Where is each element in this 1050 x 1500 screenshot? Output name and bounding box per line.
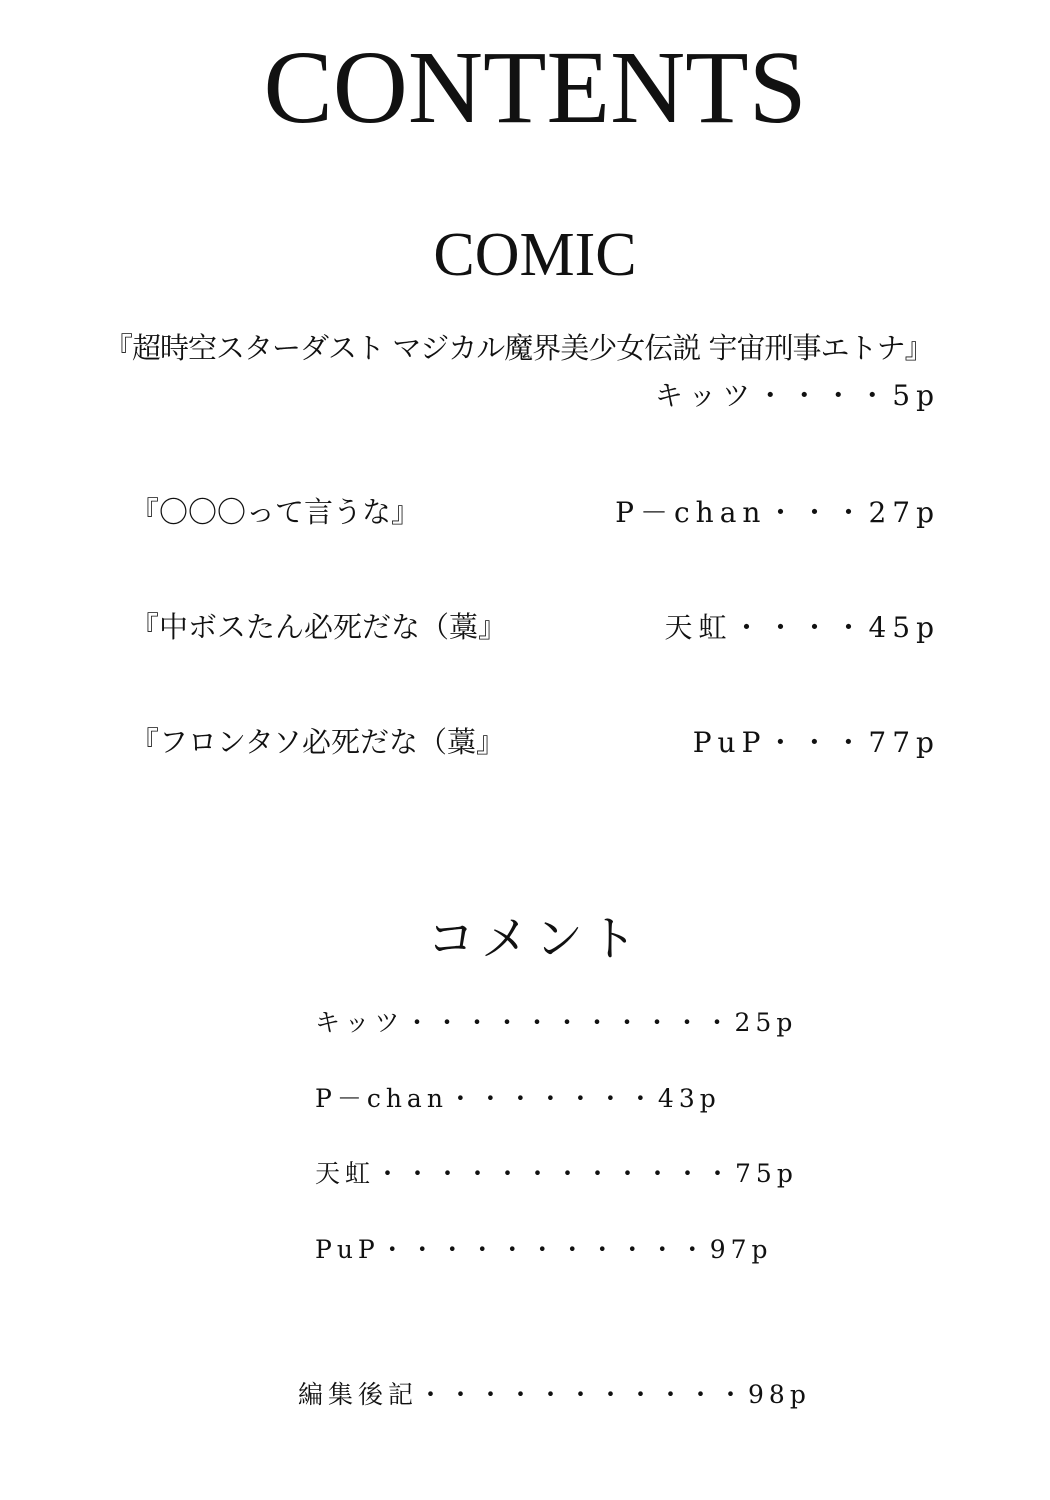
afterword-entry: 編集後記・・・・・・・・・・・98p bbox=[298, 1380, 811, 1409]
comment-entry: P－chan・・・・・・・43p bbox=[315, 1084, 721, 1113]
comic-title: 『超時空スターダスト マジカル魔界美少女伝説 宇宙刑事エトナ』 bbox=[104, 331, 933, 365]
page-title: CONTENTS bbox=[263, 30, 807, 145]
comic-credit: PuP・・・77p bbox=[692, 726, 940, 759]
comic-title: 『中ボスたん必死だな（藁』 bbox=[130, 610, 508, 644]
comic-credit: キッツ・・・・5p bbox=[654, 379, 940, 412]
section-heading-comment: コメント bbox=[426, 911, 643, 967]
comment-entry: PuP・・・・・・・・・・・97p bbox=[315, 1235, 773, 1264]
comment-entry: キッツ・・・・・・・・・・・25p bbox=[315, 1008, 798, 1037]
comic-title: 『〇〇〇って言うな』 bbox=[130, 495, 421, 529]
comic-title: 『フロンタソ必死だな（藁』 bbox=[130, 725, 505, 759]
comic-credit: 天虹・・・・45p bbox=[664, 611, 940, 644]
section-heading-comic: COMIC bbox=[433, 221, 637, 289]
comic-credit: P－chan・・・27p bbox=[615, 496, 940, 529]
comment-entry: 天虹・・・・・・・・・・・・75p bbox=[315, 1159, 798, 1188]
